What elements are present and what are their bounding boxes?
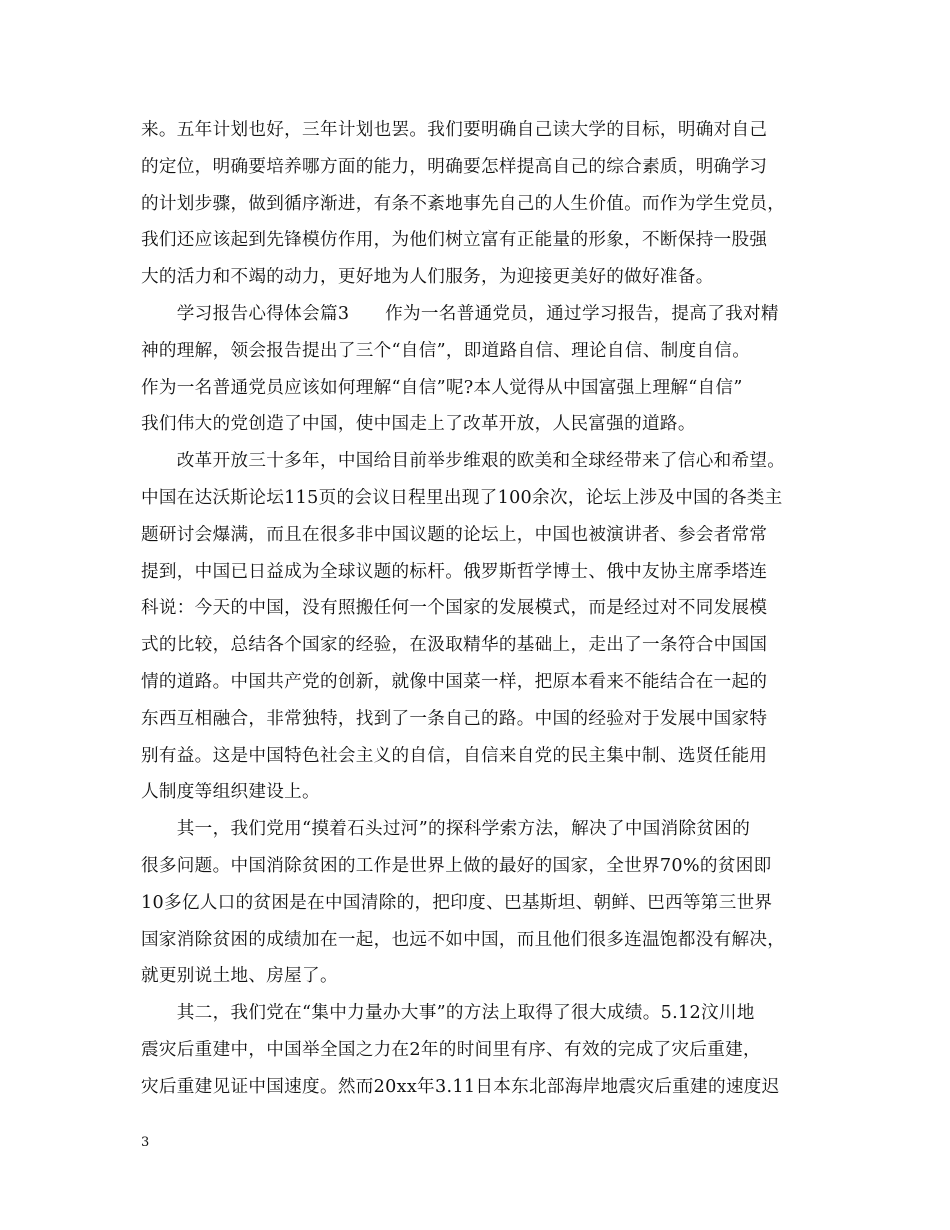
text-line: 人制度等组织建设上。 [141, 782, 320, 803]
text-line: 作为一名普通党员应该如何理解“自信”呢?本人觉得从中国富强上理解“自信” [141, 377, 743, 398]
text-line: 中国在达沃斯论坛115页的会议日程里出现了100余次，论坛上涉及中国的各类主 [141, 487, 783, 508]
text-line: 情的道路。中国共产党的创新，就像中国菜一样，把原本看来不能结合在一起的 [141, 671, 768, 692]
text-line: 我们伟大的党创造了中国，使中国走上了改革开放，人民富强的道路。 [141, 414, 696, 435]
text-line: 别有益。这是中国特色社会主义的自信，自信来自党的民主集中制、选贤任能用 [141, 745, 768, 766]
text-line: 提到，中国已日益成为全球议题的标杆。俄罗斯哲学博士、俄中友协主席季塔连 [141, 561, 768, 582]
page-number: 3 [141, 1135, 150, 1150]
text-line: 灾后重建见证中国速度。然而20xx年3.11日本东北部海岸地震灾后重建的速度迟 [141, 1076, 780, 1097]
text-line: 来。五年计划也好，三年计划也罢。我们要明确自己读大学的目标，明确对自己 [141, 120, 768, 140]
text-line: 式的比较，总结各个国家的经验，在汲取精华的基础上，走出了一条符合中国国 [141, 635, 768, 656]
text-line: 其一，我们党用“摸着石头过河”的探科学索方法，解决了中国消除贫困的 [141, 819, 751, 840]
text-line: 改革开放三十多年，中国给目前举步维艰的欧美和全球经带来了信心和希望。 [141, 451, 786, 472]
text-line: 学习报告心得体会篇3 作为一名普通党员，通过学习报告，提高了我对精 [141, 303, 779, 324]
text-line: 东西互相融合，非常独特，找到了一条自己的路。中国的经验对于发展中国家特 [141, 708, 768, 729]
text-line: 10多亿人口的贫困是在中国清除的，把印度、巴基斯坦、朝鲜、巴西等第三世界 [141, 892, 773, 913]
text-line: 我们还应该起到先锋模仿作用，为他们树立富有正能量的形象，不断保持一股强 [141, 230, 768, 251]
text-line: 很多问题。中国消除贫困的工作是世界上做的最好的国家，全世界70%的贫困即 [141, 855, 772, 876]
text-line: 的计划步骤，做到循序渐进，有条不紊地事先自己的人生价值。而作为学生党员， [141, 193, 786, 214]
text-line: 国家消除贫困的成绩加在一起，也远不如中国，而且他们很多连温饱都没有解决， [141, 929, 786, 950]
text-line: 震灾后重建中，中国举全国之力在2年的时间里有序、有效的完成了灾后重建， [141, 1039, 761, 1060]
text-line: 神的理解，领会报告提出了三个“自信”，即道路自信、理论自信、制度自信。 [141, 340, 751, 361]
text-line: 题研讨会爆满，而且在很多非中国议题的论坛上，中国也被演讲者、参会者常常 [141, 524, 768, 545]
text-line: 就更别说土地、房屋了。 [141, 966, 338, 987]
text-line: 其二，我们党在“集中力量办大事”的方法上取得了很大成绩。5.12汶川地 [141, 1003, 755, 1024]
text-line: 大的活力和不竭的动力，更好地为人们服务，为迎接更美好的做好准备。 [141, 267, 714, 288]
text-line: 科说：今天的中国，没有照搬任何一个国家的发展模式，而是经过对不同发展模 [141, 598, 768, 619]
text-line: 的定位，明确要培养哪方面的能力，明确要怎样提高自己的综合素质，明确学习 [141, 156, 768, 177]
body-text [141, 112, 821, 1106]
